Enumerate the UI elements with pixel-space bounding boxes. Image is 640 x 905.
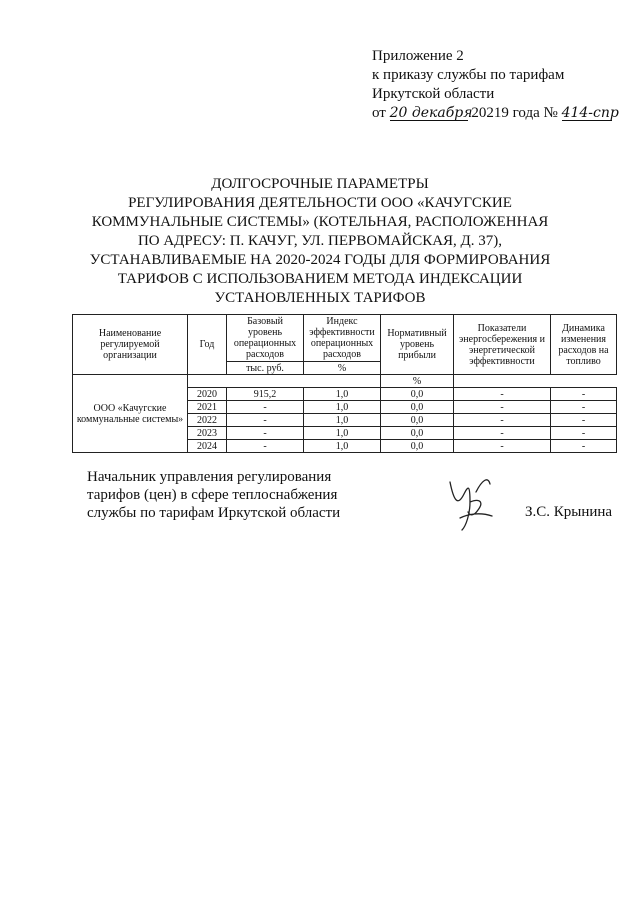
base-cost-cell: -: [227, 427, 304, 440]
energy-cell: -: [454, 414, 551, 427]
energy-cell: -: [454, 401, 551, 414]
index-cell: 1,0: [304, 427, 381, 440]
header-row: [73, 315, 617, 362]
organization-name: ООО «Качугские коммунальные системы»: [73, 375, 188, 453]
fuel-cell: -: [551, 388, 617, 401]
position-line: Начальник управления регулирования: [87, 469, 332, 485]
profit-cell: 0,0: [381, 388, 454, 401]
header-year: Год: [188, 315, 227, 375]
header-organization: Наименование регулируемой организации: [73, 315, 188, 375]
fuel-cell: -: [551, 427, 617, 440]
index-cell: 1,0: [304, 440, 381, 453]
title-line: УСТАНОВЛЕННЫХ ТАРИФОВ: [214, 290, 426, 306]
header-fuel-dynamics: Динамика изменения расходов на топливо: [551, 315, 617, 375]
appendix-region-line: Иркутской области: [372, 86, 495, 102]
profit-cell: 0,0: [381, 401, 454, 414]
year-cell: 2024: [188, 440, 227, 453]
appendix-year-text: 20219 года №: [471, 105, 558, 121]
profit-cell: 0,0: [381, 440, 454, 453]
header-base-cost: Базовый уровень операционных расходов: [227, 315, 304, 362]
appendix-prefix: от: [372, 105, 386, 121]
profit-cell: 0,0: [381, 427, 454, 440]
appendix-title: Приложение 2: [372, 48, 464, 64]
fuel-cell: -: [551, 440, 617, 453]
title-line: ТАРИФОВ С ИСПОЛЬЗОВАНИЕМ МЕТОДА ИНДЕКСАЦИИ: [117, 271, 523, 287]
header-energy-saving: Показатели энергосбережения и энергетической эффективности: [454, 315, 551, 375]
signatory-position: [87, 468, 340, 522]
title-line: ПО АДРЕСУ: П. КАЧУГ, УЛ. ПЕРВОМАЙСКАЯ, Д. 37),: [137, 233, 503, 249]
fuel-cell: -: [551, 401, 617, 414]
appendix-order-line: к приказу службы по тарифам: [372, 67, 565, 83]
position-line: тарифов (цен) в сфере теплоснабжения: [87, 487, 338, 503]
signatory-name: З.С. Крынина: [525, 504, 613, 520]
handwritten-number: 414-спр: [561, 105, 619, 121]
appendix-block: [372, 47, 619, 123]
energy-cell: -: [454, 388, 551, 401]
title-line: РЕГУЛИРОВАНИЯ ДЕЯТЕЛЬНОСТИ ООО «КАЧУГСКИЕ: [128, 195, 512, 211]
base-cost-cell: 915,2: [227, 388, 304, 401]
energy-cell: -: [454, 440, 551, 453]
document-title: [80, 175, 560, 308]
index-cell: 1,0: [304, 401, 381, 414]
unit-base-cost: тыс. руб.: [227, 362, 304, 375]
position-line: службы по тарифам Иркутской области: [87, 505, 341, 521]
unit-profit: %: [381, 375, 454, 388]
unit-efficiency-index: %: [304, 362, 381, 375]
year-cell: 2023: [188, 427, 227, 440]
fuel-cell: -: [551, 414, 617, 427]
parameters-table: [72, 314, 617, 453]
profit-cell: 0,0: [381, 414, 454, 427]
base-cost-cell: -: [227, 440, 304, 453]
title-line: УСТАНАВЛИВАЕМЫЕ НА 2020-2024 ГОДЫ ДЛЯ ФОРМИРОВАНИЯ: [89, 252, 551, 268]
base-cost-cell: -: [227, 414, 304, 427]
base-cost-cell: -: [227, 401, 304, 414]
header-efficiency-index: Индекс эффективности операционных расходов: [304, 315, 381, 362]
title-line: ДОЛГОСРОЧНЫЕ ПАРАМЕТРЫ: [211, 176, 429, 192]
energy-cell: -: [454, 427, 551, 440]
handwritten-date: 20 декабря: [389, 105, 473, 121]
appendix-date-line: [372, 104, 619, 123]
header-profit-level: Нормативный уровень прибыли: [381, 315, 454, 375]
index-cell: 1,0: [304, 388, 381, 401]
index-cell: 1,0: [304, 414, 381, 427]
title-line: КОММУНАЛЬНЫЕ СИСТЕМЫ» (КОТЕЛЬНАЯ, РАСПОЛОЖЕННАЯ: [91, 214, 549, 230]
unit-row-2: [73, 375, 617, 388]
year-cell: 2021: [188, 401, 227, 414]
year-cell: 2022: [188, 414, 227, 427]
year-cell: 2020: [188, 388, 227, 401]
handwritten-signature: [440, 472, 500, 532]
